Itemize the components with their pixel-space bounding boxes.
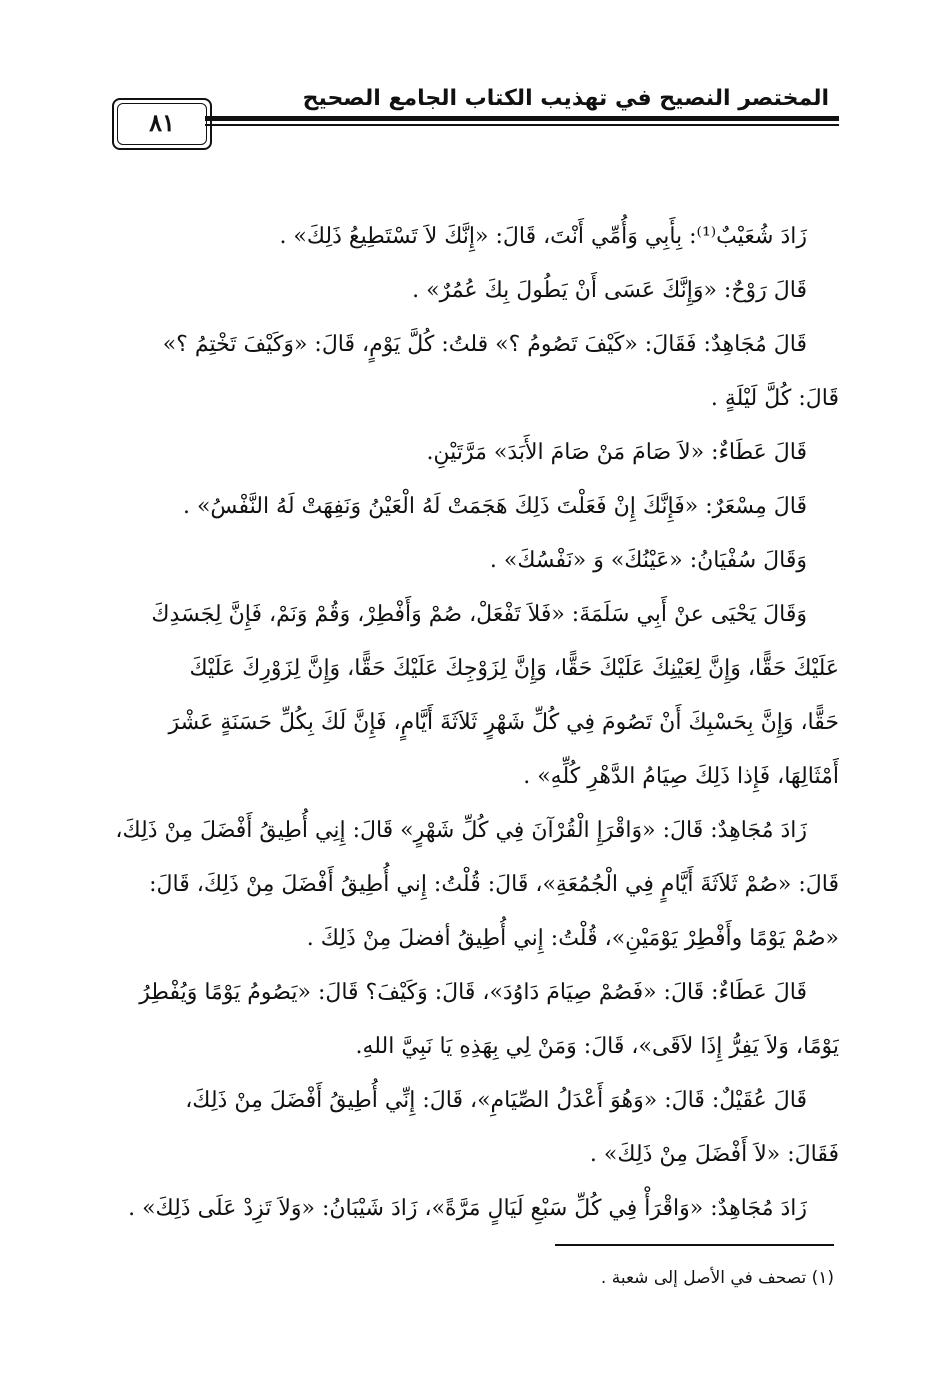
body-line: فَقَالَ: «لاَ أَفْضَلَ مِنْ ذَلِكَ» .	[589, 1142, 839, 1167]
body-line: وَقَالَ يَحْيَى عنْ أَبِي سَلَمَةَ: «فَلاَ تَفْعَلْ، صُمْ وَأَفْطِرْ، وَقُمْ وَنَمْ، فَإِنَّ لِجَسَدِكَ	[151, 602, 807, 627]
header-title: المختصر النصيح في تهذيب الكتاب الجامع الصحيح	[302, 86, 829, 111]
body-line: حَقًّا، وَإِنَّ بِحَسْبِكَ أَنْ تَصُومَ فِي كُلِّ شَهْرٍ ثَلاَثَةَ أَيَّامٍ، فَإِنَّ لَكَ بِكُلِّ حَسَنَةٍ عَشْرَ	[168, 710, 839, 735]
body-line: قَالَ عَطَاءٌ: قَالَ: «فَصُمْ صِيَامَ دَاوُدَ»، قَالَ: وَكَيْفَ؟ قَالَ: «يَصُومُ يَوْمًا وَيُفْطِرُ	[139, 980, 807, 1005]
body-line: وَقَالَ سُفْيَانُ: «عَيْنُكَ» وَ «نَفْسُكَ» .	[489, 548, 807, 573]
footnote-divider	[555, 1244, 834, 1246]
body-line: زَادَ مُجَاهِدٌ: «وَاقْرَأْ فِي كُلِّ سَبْعِ لَيَالٍ مَرَّةً»، زَادَ شَيْبَانُ: «وَلاَ تَزِدْ عَلَى ذَلِكَ» .	[128, 1196, 807, 1221]
page-number: ٨١	[149, 108, 175, 137]
body-line: قَالَ مُجَاهِدٌ: فَقَالَ: «كَيْفَ تَصُومُ ؟» قلتُ: كُلَّ يَوْمٍ، قَالَ: «وَكَيْفَ تَخْتِمُ ؟»	[162, 332, 807, 357]
header-rule-thin	[205, 124, 839, 126]
body-line: قَالَ رَوْحٌ: «وَإِنَّكَ عَسَى أَنْ يَطُولَ بِكَ عُمُرٌ» .	[412, 278, 807, 303]
body-line: قَالَ مِسْعَرٌ: «فَإِنَّكَ إِنْ فَعَلْتَ ذَلِكَ هَجَمَتْ لَهُ الْعَيْنُ وَنَفِهَتْ لَهُ النَّفْسُ» .	[182, 494, 807, 519]
body-line: قَالَ عَطَاءٌ: «لاَ صَامَ مَنْ صَامَ الأَبَدَ» مَرَّتَيْنِ.	[426, 440, 807, 465]
footnote: (١) تصحف في الأصل إلى شعبة .	[600, 1268, 834, 1288]
body-line: يَوْمًا، وَلاَ يَفِرُّ إِذَا لاَقَى»، قَالَ: وَمَنْ لِي بِهَذِهِ يَا نَبِيَّ اللهِ.	[355, 1034, 839, 1059]
body-line: عَلَيْكَ حَقًّا، وَإِنَّ لِعَيْنِكَ عَلَيْكَ حَقًّا، وَإِنَّ لِزَوْجِكَ عَلَيْكَ حَقًّا، وَإِنَّ لِزَوْرِكَ عَلَيْكَ	[189, 656, 839, 681]
body-line: قَالَ عُقَيْلٌ: قَالَ: «وَهُوَ أَعْدَلُ الصِّيَامِ»، قَالَ: إِنِّي أُطِيقُ أَفْضَلَ مِنْ ذَلِكَ،	[185, 1088, 807, 1113]
page-number-frame	[112, 98, 212, 150]
body-text	[112, 210, 839, 1236]
body-line: «صُمْ يَوْمًا وأَفْطِرْ يَوْمَيْنِ»، قُلْتُ: إِني أُطِيقُ أفضلَ مِنْ ذَلِكَ .	[306, 926, 839, 951]
body-line: أَمْثَالِهَا، فَإِذا ذَلِكَ صِيَامُ الدَّهْرِ كُلِّهِ» .	[523, 764, 839, 789]
body-line: قَالَ: كُلَّ لَيْلَةٍ .	[710, 386, 839, 411]
body-line: زَادَ شُعَيْبٌ⁽¹⁾: بِأَبِي وَأُمِّي أَنْتَ، قَالَ: «إِنَّكَ لاَ تَسْتَطِيعُ ذَلِكَ» .	[279, 224, 807, 249]
body-line: قَالَ: «صُمْ ثَلاَثَةَ أَيَّامٍ فِي الْجُمُعَةِ»، قَالَ: قُلْتُ: إِني أُطِيقُ أَفْضَلَ مِنْ ذَلِكَ، قَالَ:	[149, 872, 839, 897]
header-rule-thick	[205, 116, 839, 121]
body-line: زَادَ مُجَاهِدٌ: قَالَ: «وَاقْرَإِ الْقُرْآنَ فِي كُلِّ شَهْرٍ» قَالَ: إِنِي أُطِيقُ أَفْضَلَ مِنْ ذَلِكَ،	[115, 818, 807, 843]
